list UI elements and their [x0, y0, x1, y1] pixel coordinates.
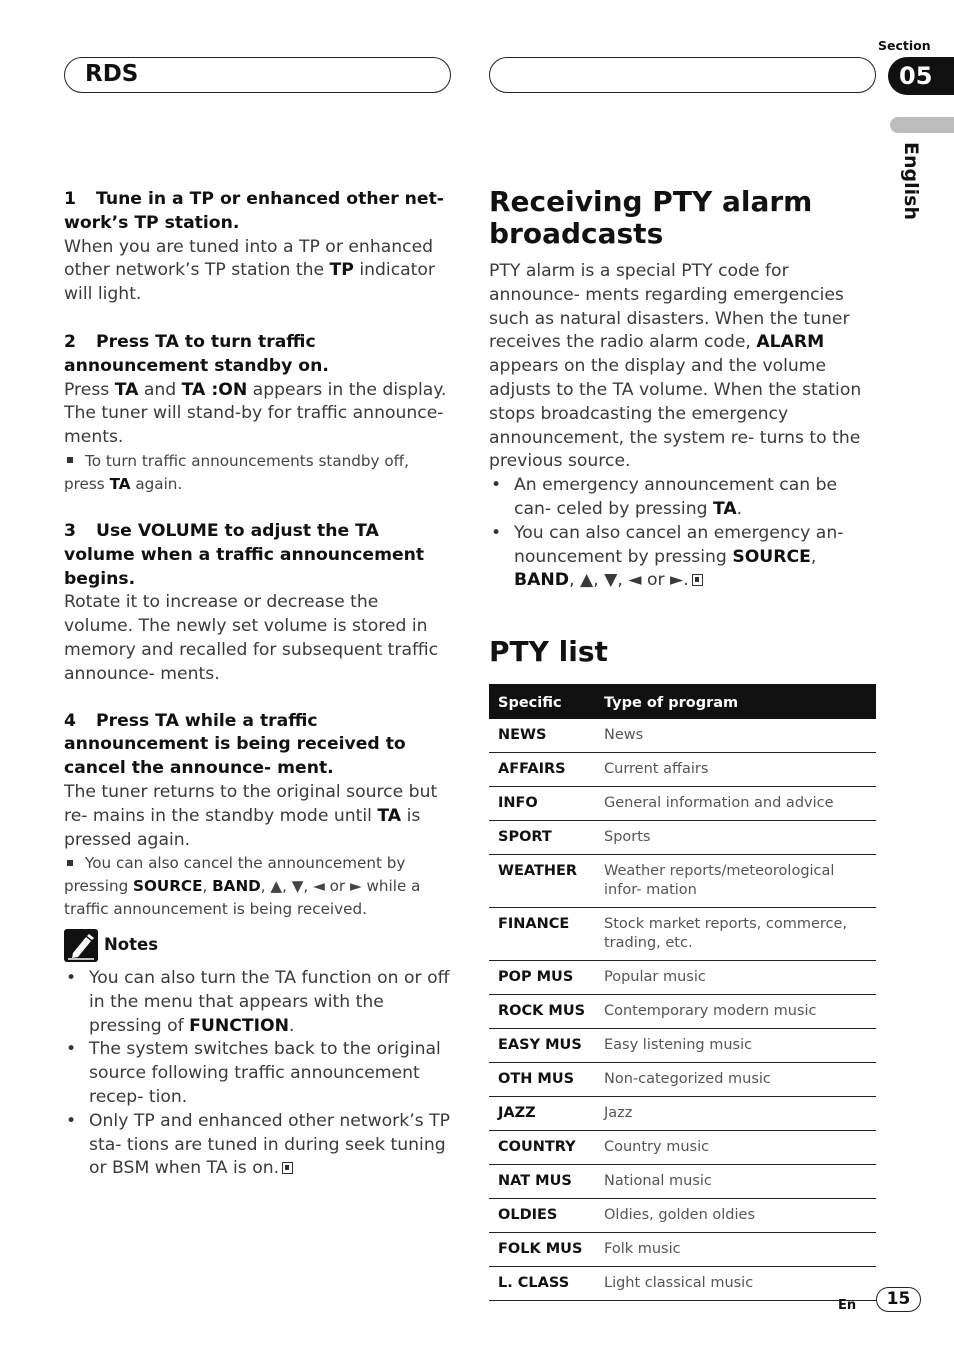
language-code: En	[838, 1298, 857, 1313]
table-row	[489, 787, 876, 821]
text: PTY alarm is a special PTY code for announce- ments regarding emergencies such as natural disasters. When the tuner receives the radio alarm code,	[489, 261, 850, 353]
text: and	[138, 379, 182, 400]
tp-indicator-text: TP	[329, 260, 354, 281]
type-cell: Sports	[595, 821, 876, 855]
specific-cell: NAT MUS	[489, 1165, 595, 1199]
text: appears on the display and the volume adjusts to the TA volume. When the station stops broadcasting the emergency announcement, the system re- turns to the previous source.	[489, 356, 862, 472]
type-cell: Light classical music	[595, 1267, 876, 1301]
table-row	[489, 995, 876, 1029]
text: An emergency announcement can be can- celed by pressing	[514, 475, 838, 519]
type-cell: Weather reports/meteorological infor- mation	[595, 855, 876, 908]
type-cell: General information and advice	[595, 787, 876, 821]
pty-alarm-section	[489, 186, 876, 593]
specific-cell: INFO	[489, 787, 595, 821]
page-number: 15	[876, 1287, 921, 1312]
text: , ▲, ▼, ◄ or ►.	[569, 570, 689, 591]
ta-text: TA	[712, 498, 737, 519]
notes-list	[64, 967, 451, 1181]
specific-cell: ROCK MUS	[489, 995, 595, 1029]
step-number: 1	[64, 189, 76, 209]
text: You can also cancel the announcement by pressing	[64, 854, 406, 896]
type-cell: Contemporary modern music	[595, 995, 876, 1029]
table-row	[489, 1131, 876, 1165]
ta-text: TA	[114, 379, 139, 400]
specific-cell: COUNTRY	[489, 1131, 595, 1165]
step-4-body	[64, 781, 451, 852]
text: indicator will light.	[64, 260, 435, 305]
table-row	[489, 961, 876, 995]
alarm-text: ALARM	[756, 332, 825, 353]
table-row	[489, 821, 876, 855]
specific-cell: OTH MUS	[489, 1063, 595, 1097]
text: ,	[810, 546, 817, 567]
table-row	[489, 1029, 876, 1063]
type-cell: National music	[595, 1165, 876, 1199]
specific-cell: NEWS	[489, 719, 595, 753]
type-cell: Jazz	[595, 1097, 876, 1131]
step-3-body: Rotate it to increase or decrease the volume. The newly set volume is stored in memory and recalled for subsequent traffic announce- ments.	[64, 592, 439, 684]
ta-text: TA	[377, 805, 402, 826]
notes-title: Notes	[104, 935, 159, 954]
text: is pressed again.	[64, 805, 421, 850]
specific-cell: L. CLASS	[489, 1267, 595, 1301]
step-2-heading	[64, 331, 451, 379]
section-label: Section	[878, 38, 931, 53]
step-1-heading-text-2: work’s TP station.	[64, 212, 240, 233]
specific-cell: SPORT	[489, 821, 595, 855]
text: .	[736, 498, 743, 519]
table-row	[489, 1233, 876, 1267]
text: .	[288, 1015, 295, 1036]
step-number: 4	[64, 710, 76, 731]
text: Press	[64, 379, 115, 400]
step-3-heading-text: Use VOLUME to adjust the TA volume when a traffic announcement begins.	[64, 520, 425, 589]
step-1-heading-text: Tune in a TP or enhanced other net-	[96, 189, 444, 209]
ta-on-text: TA :ON	[181, 379, 248, 400]
type-cell: Stock market reports, commerce, trading, etc.	[595, 908, 876, 961]
section-title: RDS	[85, 61, 139, 87]
text: , ▲, ▼, ◄ or ► while a traffic announcement is being received.	[64, 877, 421, 919]
step-2-heading-text: Press TA to turn traffic announcement standby on.	[64, 331, 329, 376]
language-tab	[890, 117, 954, 133]
pty-table	[489, 684, 876, 1301]
step-3	[64, 520, 451, 687]
end-mark-icon	[692, 574, 703, 586]
note-item	[64, 1110, 451, 1181]
function-text: FUNCTION	[189, 1015, 289, 1036]
header-right-frame	[489, 57, 876, 93]
note-item	[64, 967, 451, 1038]
text: You can also turn the TA function on or off in the menu that appears with the pressing of	[89, 968, 450, 1036]
text: The tuner returns to the original source but re- mains in the standby mode until	[64, 781, 438, 826]
ta-text: TA	[109, 474, 131, 493]
step-3-heading	[64, 520, 451, 591]
header-title-frame	[64, 57, 451, 93]
note-item: • The system switches back to the original source following traffic announcement recep- tion.	[64, 1038, 451, 1109]
source-text: SOURCE	[133, 877, 203, 896]
square-bullet-icon	[67, 457, 73, 463]
table-row	[489, 1097, 876, 1131]
type-cell: News	[595, 719, 876, 753]
step-4-heading	[64, 710, 451, 781]
table-row	[489, 855, 876, 908]
table-row	[489, 1165, 876, 1199]
type-cell: Folk music	[595, 1233, 876, 1267]
specific-cell: FOLK MUS	[489, 1233, 595, 1267]
step-1-heading	[64, 188, 451, 236]
pty-table-body	[489, 719, 876, 1301]
column-header-type: Type of program	[595, 684, 876, 719]
specific-cell: FINANCE	[489, 908, 595, 961]
step-1	[64, 188, 451, 307]
specific-cell: OLDIES	[489, 1199, 595, 1233]
step-2-body	[64, 379, 451, 450]
text: ,	[202, 877, 213, 896]
section-number-badge: 05	[888, 57, 954, 95]
step-4	[64, 710, 451, 922]
text: To turn traffic announcements standby off, press	[64, 451, 409, 493]
table-row	[489, 1267, 876, 1301]
step-2	[64, 331, 451, 496]
table-row	[489, 1063, 876, 1097]
square-bullet-icon	[67, 860, 73, 866]
pty-alarm-bullet	[489, 474, 876, 522]
text: again.	[130, 474, 183, 493]
language-label: English	[900, 142, 922, 220]
step-4-note	[64, 852, 451, 921]
text: When you are tuned into a TP or enhanced other network’s TP station the	[64, 236, 434, 281]
text: You can also cancel an emergency an- nouncement by pressing	[514, 522, 844, 567]
table-row	[489, 1199, 876, 1233]
specific-cell: AFFAIRS	[489, 753, 595, 787]
pty-alarm-title: Receiving PTY alarm broadcasts	[489, 185, 813, 250]
pty-list-title: PTY list	[489, 635, 608, 668]
type-cell: Easy listening music	[595, 1029, 876, 1063]
type-cell: Non-categorized music	[595, 1063, 876, 1097]
table-row	[489, 753, 876, 787]
step-4-heading-text: Press TA while a traffic announcement is being received to cancel the announce- ment.	[64, 710, 406, 779]
pty-table-header	[489, 684, 876, 719]
type-cell: Oldies, golden oldies	[595, 1199, 876, 1233]
left-column	[64, 188, 451, 921]
pencil-note-icon	[64, 929, 98, 962]
type-cell: Current affairs	[595, 753, 876, 787]
source-text: SOURCE	[732, 546, 811, 567]
pty-alarm-body	[489, 260, 876, 474]
type-cell: Country music	[595, 1131, 876, 1165]
band-text: BAND	[212, 877, 261, 896]
type-cell: Popular music	[595, 961, 876, 995]
step-number: 3	[64, 520, 76, 541]
specific-cell: WEATHER	[489, 855, 595, 908]
end-mark-icon	[282, 1162, 293, 1174]
step-1-body	[64, 236, 451, 307]
pty-alarm-bullet	[489, 522, 876, 593]
text: Only TP and enhanced other network’s TP sta- tions are tuned in during seek tuning or BSM when TA is on.	[89, 1110, 450, 1179]
table-row	[489, 719, 876, 753]
text: appears in the display. The tuner will stand-by for traffic announce- ments.	[64, 379, 447, 448]
band-text: BAND	[514, 570, 570, 591]
specific-cell: POP MUS	[489, 961, 595, 995]
step-number: 2	[64, 331, 76, 352]
column-header-specific: Specific	[489, 684, 595, 719]
specific-cell: EASY MUS	[489, 1029, 595, 1063]
table-row	[489, 908, 876, 961]
specific-cell: JAZZ	[489, 1097, 595, 1131]
step-2-note	[64, 450, 451, 496]
